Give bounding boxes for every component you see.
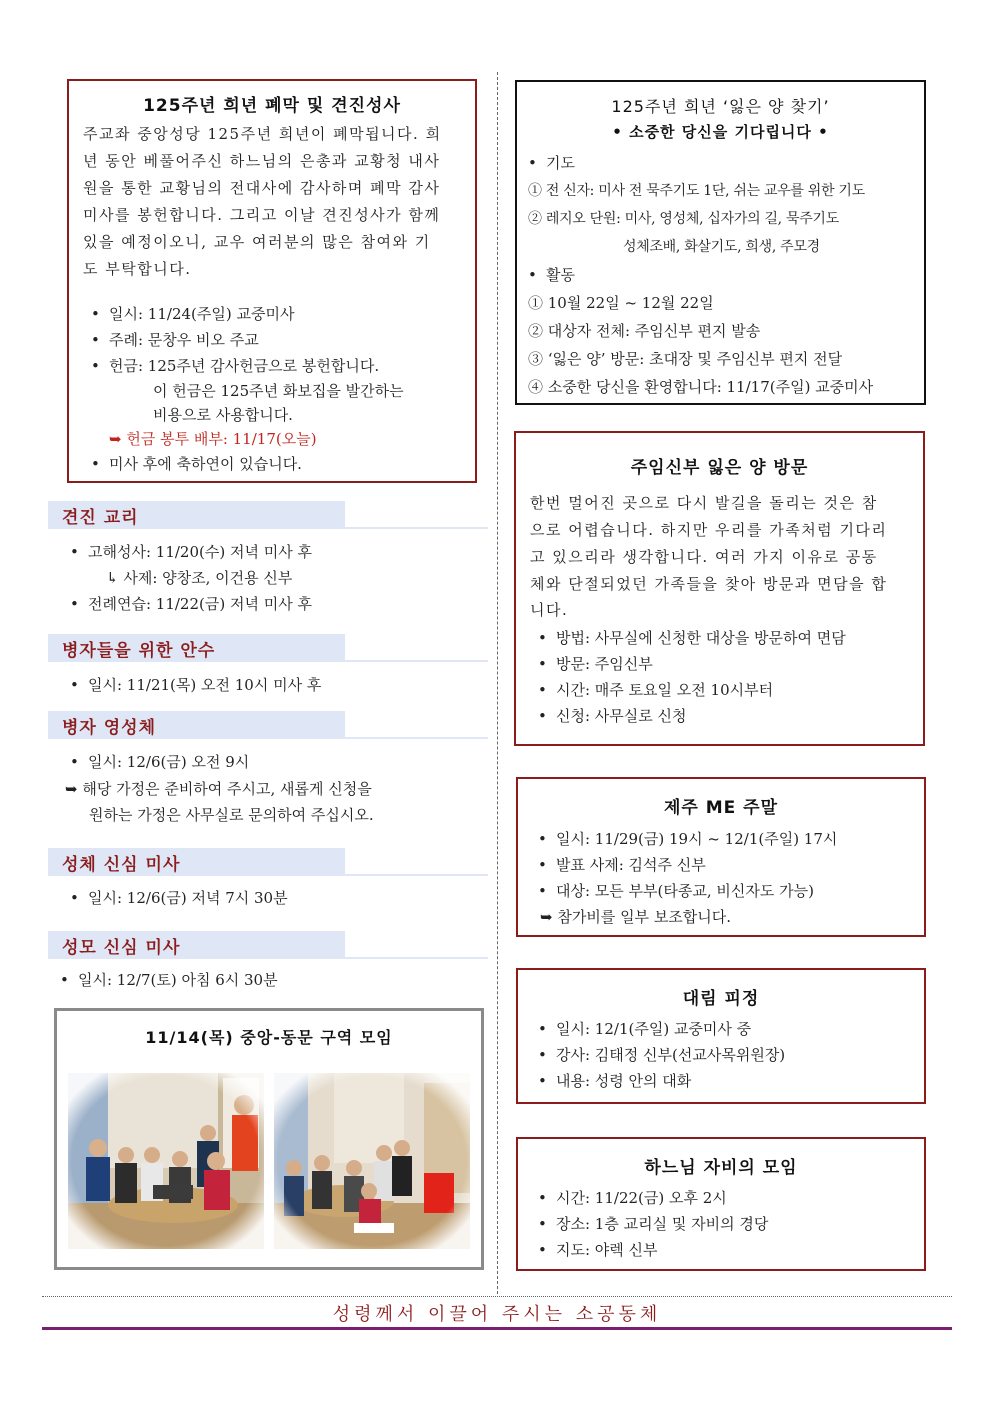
marian-heading (48, 931, 488, 959)
offering-note: 이 헌금은 125주년 화보집을 발간하는 (153, 382, 404, 400)
district-meeting-title: 11/14(목) 중앙-동문 구역 모임 (145, 1028, 393, 1047)
offering-line: • 헌금: 125주년 감사헌금으로 봉헌합니다. (91, 353, 471, 379)
rehearsal-line: • 전례연습: 11/22(금) 저녁 미사 후 (70, 591, 312, 617)
anointing-heading (48, 634, 488, 662)
sacred-heart-heading (48, 848, 488, 876)
note-line: ➥ 참가비를 일부 보조합니다. (540, 908, 732, 926)
content-line: • 내용: 성령 안의 대화 (538, 1068, 923, 1094)
prayer-line: ② 레지오 단원: 미사, 영성체, 십자가의 길, 묵주기도 (528, 211, 839, 227)
section-title: 성모 신심 미사 (62, 938, 181, 958)
section-title: 견진 교리 (62, 508, 139, 528)
confession-line: • 고해성사: 11/20(수) 저녁 미사 후 (70, 539, 312, 565)
visitor-line: • 방문: 주임신부 (538, 651, 918, 677)
activity-label: • 활동 (528, 261, 923, 289)
note-line: ➥ 해당 가정은 준비하여 주시고, 새롭게 신청을 (65, 780, 372, 798)
activity-line: ③ ‘잃은 양’ 방문: 초대장 및 주임신부 편지 전달 (528, 350, 843, 368)
me-weekend-box (516, 777, 926, 937)
offering-note: 비용으로 사용합니다. (153, 406, 293, 424)
place-line: • 장소: 1층 교리실 및 자비의 경당 (538, 1211, 923, 1237)
prayer-label: • 기도 (528, 149, 923, 177)
prayer-line-cont: 성체조배, 화살기도, 희생, 주모경 (623, 239, 820, 255)
pastor-visit-details (538, 625, 918, 729)
celebrant-line: • 주례: 문창우 비오 주교 (91, 327, 471, 353)
director-line: • 지도: 야렉 신부 (538, 1237, 923, 1263)
paragraph-line: 미사를 봉헌합니다. 그리고 이날 견진성사가 함께 (83, 206, 441, 224)
activity-line: ② 대상자 전체: 주임신부 편지 발송 (528, 322, 761, 340)
method-line: • 방법: 사무실에 신청한 대상을 방문하여 면담 (538, 625, 918, 651)
meeting-photo-left (68, 1073, 264, 1249)
me-weekend-details (538, 826, 923, 930)
advent-retreat-box (516, 968, 926, 1104)
advent-retreat-details (538, 1016, 923, 1094)
mercy-meeting-box (516, 1137, 926, 1271)
priests-line: ↳ 사제: 양창조, 이건용 신부 (106, 569, 293, 587)
date-line: • 일시: 11/29(금) 19시 ~ 12/1(주일) 17시 (538, 826, 923, 852)
sick-communion-heading (48, 711, 488, 739)
me-weekend-title: 제주 ME 주말 (663, 798, 779, 818)
jubilee-closing-box (67, 79, 477, 483)
time-line: • 시간: 11/22(금) 오후 2시 (538, 1185, 923, 1211)
anointing-details (70, 672, 321, 698)
marian-details (60, 967, 278, 993)
section-title: 병자들을 위한 안수 (62, 641, 216, 661)
pastor-visit-paragraph (530, 490, 912, 622)
lost-sheep-box (515, 80, 926, 405)
confirmation-heading (48, 501, 488, 529)
sick-communion-details (70, 749, 249, 775)
presenter-line: • 발표 사제: 김석주 신부 (538, 852, 923, 878)
prayer-line: ① 전 신자: 미사 전 묵주기도 1단, 쉬는 교우를 위한 기도 (528, 183, 865, 199)
activity-line: ④ 소중한 당신을 환영합니다: 11/17(주일) 교중미사 (528, 378, 874, 396)
date-line: • 일시: 12/7(토) 아침 6시 30분 (60, 967, 278, 993)
column-divider (497, 72, 498, 1294)
footer-rule (42, 1327, 952, 1330)
lost-sheep-details (528, 149, 923, 401)
paragraph-line: 원을 통한 교황님의 전대사에 감사하며 폐막 감사 (83, 179, 441, 197)
target-line: • 대상: 모든 부부(타종교, 비신자도 가능) (538, 878, 923, 904)
apply-line: • 신청: 사무실로 신청 (538, 703, 918, 729)
lecturer-line: • 강사: 김태정 신부(선교사목위원장) (538, 1042, 923, 1068)
paragraph-line: 년 동안 베풀어주신 하느님의 은총과 교황청 내사 (83, 152, 441, 170)
meeting-photo-right (274, 1073, 470, 1249)
paragraph-line: 있을 예정이오니, 교우 여러분의 많은 참여와 기 (83, 233, 431, 251)
paragraph-line: 으로 어렵습니다. 하지만 우리를 가족처럼 기다리 (530, 521, 888, 539)
section-title: 병자 영성체 (62, 718, 157, 738)
lost-sheep-subtitle: • 소중한 당신을 기다립니다 • (612, 123, 829, 141)
paragraph-line: 주교좌 중앙성당 125주년 희년이 폐막됩니다. 희 (83, 125, 442, 143)
footer-dotted-rule (42, 1296, 952, 1297)
paragraph-line: 도 부탁합니다. (83, 260, 192, 278)
date-line: • 일시: 12/1(주일) 교중미사 중 (538, 1016, 923, 1042)
date-line: • 일시: 12/6(금) 저녁 7시 30분 (70, 885, 288, 911)
date-line: • 일시: 12/6(금) 오전 9시 (70, 749, 249, 775)
confirmation-details (70, 539, 312, 617)
envelope-note: ➥ 헌금 봉투 배부: 11/17(오늘) (109, 430, 317, 448)
paragraph-line: 체와 단절되었던 가족들을 찾아 방문과 면담을 합 (530, 575, 888, 593)
pastor-visit-title: 주임신부 잃은 양 방문 (630, 458, 809, 478)
date-line: • 일시: 11/21(목) 오전 10시 미사 후 (70, 672, 321, 698)
time-line: • 시간: 매주 토요일 오전 10시부터 (538, 677, 918, 703)
jubilee-closing-title: 125주년 희년 폐막 및 견진성사 (143, 96, 401, 116)
pastor-visit-box (514, 431, 925, 746)
mercy-meeting-title: 하느님 자비의 모임 (644, 1158, 798, 1178)
lost-sheep-title: 125주년 희년 ‘잃은 양 찾기’ (611, 97, 830, 116)
sick-communion-note (65, 776, 374, 828)
paragraph-line: 니다. (530, 601, 569, 619)
footer-motto: 성령께서 이끌어 주시는 소공동체 (332, 1304, 662, 1325)
mercy-meeting-details (538, 1185, 923, 1263)
paragraph-line: 한번 멀어진 곳으로 다시 발길을 돌리는 것은 참 (530, 494, 878, 512)
advent-retreat-title: 대림 피정 (682, 989, 760, 1009)
jubilee-closing-details (91, 301, 471, 477)
sacred-heart-details (70, 885, 288, 911)
activity-line: ① 10월 22일 ~ 12월 22일 (528, 294, 714, 312)
date-line: • 일시: 11/24(주일) 교중미사 (91, 301, 471, 327)
party-line: • 미사 후에 축하연이 있습니다. (91, 451, 471, 477)
jubilee-closing-paragraph (83, 121, 465, 283)
note-line: 원하는 가정은 사무실로 문의하여 주십시오. (89, 806, 374, 824)
section-title: 성체 신심 미사 (62, 855, 181, 875)
paragraph-line: 고 있으리라 생각합니다. 여러 가지 이유로 공동 (530, 548, 878, 566)
